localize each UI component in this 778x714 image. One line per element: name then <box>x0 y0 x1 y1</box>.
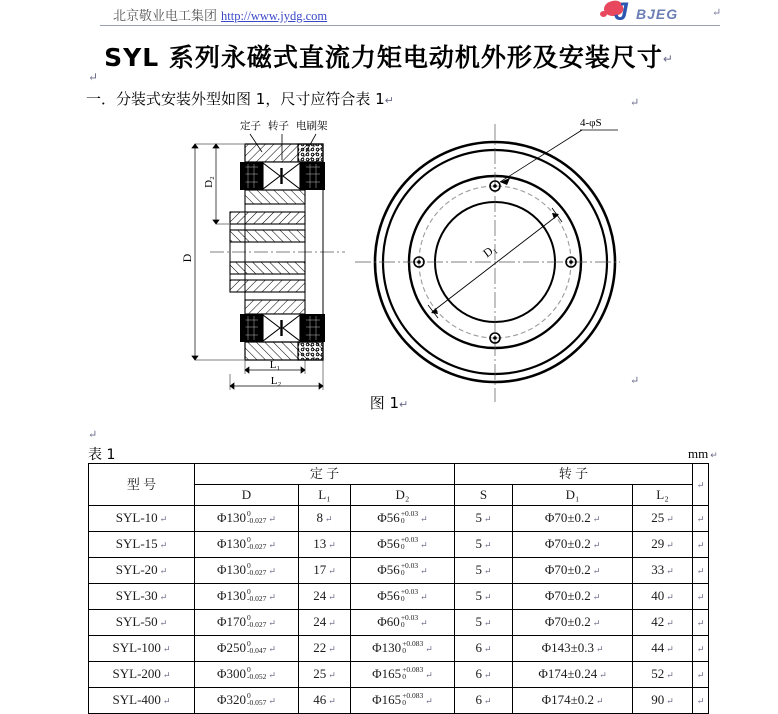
drawing-area-pilcrow-top: ↵ <box>630 97 640 109</box>
cell-D2: Φ56 +0.03 0 ↵ <box>351 532 455 558</box>
magnet-block-left-bottom <box>240 314 262 342</box>
cell-D2: Φ130 +0.083 0 ↵ <box>351 636 455 662</box>
table-row <box>89 558 709 584</box>
header-D2: D₂ <box>351 485 455 506</box>
rotor-band-c <box>230 230 305 242</box>
cell-D1: Φ143±0.3 ↵ <box>513 636 633 662</box>
brush-holder-bottom <box>298 342 323 360</box>
dimension-L1-label: L₁ <box>269 359 281 371</box>
header-company-line <box>113 5 327 24</box>
cell-D: Φ250 0 -0.047 ↵ <box>195 636 299 662</box>
cell-L2: 90 ↵ <box>633 688 693 714</box>
table-unit-text: mm <box>688 446 709 461</box>
cell-S: 6 ↵ <box>455 688 513 714</box>
cell-S: 6 ↵ <box>455 662 513 688</box>
table-unit-label <box>688 446 718 462</box>
dimension-D2 <box>213 144 229 224</box>
cell-S: 5 ↵ <box>455 584 513 610</box>
logo-red-dot-icon <box>600 11 607 17</box>
magnet-block-right-top <box>301 162 325 190</box>
table-row <box>89 662 709 688</box>
magnet-block-left-top <box>240 162 262 190</box>
callout-brush-holder-label: 电刷架 <box>296 120 328 132</box>
rotor-band-b <box>230 212 305 224</box>
cell-model: SYL-15 ↵ <box>89 532 195 558</box>
cell-L1: 46 ↵ <box>299 688 351 714</box>
row-end-pilcrow: ↵ <box>693 558 709 584</box>
cell-D2: Φ165 +0.083 0 ↵ <box>351 662 455 688</box>
page-header <box>0 0 778 30</box>
cell-D: Φ130 0 -0.027 ↵ <box>195 558 299 584</box>
table-group-header-row <box>89 464 709 485</box>
cell-L1: 24 ↵ <box>299 610 351 636</box>
cell-D2: Φ56 +0.03 0 ↵ <box>351 558 455 584</box>
cell-L2: 29 ↵ <box>633 532 693 558</box>
header-model: 型 号 <box>89 464 195 506</box>
cell-D1: Φ70±0.2 ↵ <box>513 506 633 532</box>
cell-L1: 22 ↵ <box>299 636 351 662</box>
figure-caption-pilcrow: ↵ <box>399 398 409 411</box>
cell-D2: Φ60 +0.03 0 ↵ <box>351 610 455 636</box>
table-label: 表 1 <box>88 447 116 463</box>
cell-L1: 13 ↵ <box>299 532 351 558</box>
magnet-block-right-bottom <box>301 314 325 342</box>
row-end-pilcrow: ↵ <box>693 636 709 662</box>
drawing-svg <box>170 112 620 402</box>
cell-S: 6 ↵ <box>455 636 513 662</box>
header-company-name: 北京敬业电工集团 <box>113 8 218 23</box>
cell-model: SYL-100 ↵ <box>89 636 195 662</box>
row-end-pilcrow: ↵ <box>693 610 709 636</box>
table-row <box>89 688 709 714</box>
callout-stator-label: 定子 <box>240 120 261 132</box>
header-website-link[interactable]: http://www.jydg.com <box>221 9 328 23</box>
rotor-band-a <box>245 190 305 204</box>
cell-model: SYL-20 ↵ <box>89 558 195 584</box>
table-row <box>89 636 709 662</box>
dimension-D-label: D <box>180 253 194 263</box>
table-unit-pilcrow: ↵ <box>710 450 718 460</box>
cell-D: Φ300 0 -0.052 ↵ <box>195 662 299 688</box>
cell-L2: 52 ↵ <box>633 662 693 688</box>
blank-line-pilcrow: ↵ <box>88 70 99 84</box>
header-L1: L₁ <box>299 485 351 506</box>
row-end-pilcrow: ↵ <box>693 532 709 558</box>
title-pilcrow: ↵ <box>662 52 674 66</box>
drawing-area-pilcrow-bottom: ↵ <box>630 375 640 387</box>
cell-D1: Φ70±0.2 ↵ <box>513 532 633 558</box>
dimension-D2-label: D₂ <box>203 176 215 188</box>
cell-L1: 17 ↵ <box>299 558 351 584</box>
header-pilcrow: ↵ <box>712 7 722 19</box>
header-stator-group: 定 子 <box>195 464 455 485</box>
callout-rotor-label: 转子 <box>268 120 289 132</box>
cell-S: 5 ↵ <box>455 532 513 558</box>
specifications-table <box>88 463 709 714</box>
row-end-pilcrow: ↵ <box>693 506 709 532</box>
cell-S: 5 ↵ <box>455 558 513 584</box>
technical-drawing-figure-1 <box>170 112 620 402</box>
cell-D: Φ320 0 -0.057 ↵ <box>195 688 299 714</box>
holes-callout-label: 4-φS <box>580 117 602 129</box>
cell-D1: Φ174±0.24 ↵ <box>513 662 633 688</box>
dimension-D1-label: D₁ <box>480 241 499 261</box>
row-end-pilcrow: ↵ <box>693 662 709 688</box>
figure-caption <box>0 392 778 413</box>
section-paragraph-1 <box>86 88 394 109</box>
cell-S: 5 ↵ <box>455 506 513 532</box>
cell-D: Φ130 0 -0.027 ↵ <box>195 584 299 610</box>
cell-D1: Φ70±0.2 ↵ <box>513 610 633 636</box>
row-end-pilcrow: ↵ <box>693 464 709 506</box>
table-row <box>89 532 709 558</box>
brush-holder-top <box>298 144 323 162</box>
table-row <box>89 610 709 636</box>
cell-L2: 33 ↵ <box>633 558 693 584</box>
section-paragraph-1-text: 一．分装式安装外型如图 1，尺寸应符合表 1 <box>86 90 385 108</box>
table-row <box>89 506 709 532</box>
section-paragraph-1-pilcrow: ↵ <box>384 94 394 107</box>
front-view <box>355 117 620 402</box>
cell-L2: 40 ↵ <box>633 584 693 610</box>
table-area-pilcrow: ↵ <box>88 429 98 441</box>
cell-D: Φ170 0 -0.027 ↵ <box>195 610 299 636</box>
header-L2: L₂ <box>633 485 693 506</box>
row-end-pilcrow: ↵ <box>693 584 709 610</box>
header-D: D <box>195 485 299 506</box>
logo-wordmark: BJEG <box>636 6 679 22</box>
rotor-band-a-mirror <box>245 300 305 314</box>
cell-model: SYL-50 ↵ <box>89 610 195 636</box>
cell-L1: 24 ↵ <box>299 584 351 610</box>
dimension-L2-label: L₂ <box>270 375 282 387</box>
cell-D2: Φ56 +0.03 0 ↵ <box>351 584 455 610</box>
page-title-text: SYL 系列永磁式直流力矩电动机外形及安装尺寸 <box>104 43 663 72</box>
row-end-pilcrow: ↵ <box>693 688 709 714</box>
cell-model: SYL-10 ↵ <box>89 506 195 532</box>
header-rotor-group: 转 子 <box>455 464 693 485</box>
cell-model: SYL-200 ↵ <box>89 662 195 688</box>
cell-D: Φ130 0 -0.027 ↵ <box>195 532 299 558</box>
cell-L2: 44 ↵ <box>633 636 693 662</box>
figure-caption-text: 图 1 <box>369 394 400 412</box>
cell-L2: 25 ↵ <box>633 506 693 532</box>
cell-model: SYL-400 ↵ <box>89 688 195 714</box>
cell-D2: Φ165 +0.083 0 ↵ <box>351 688 455 714</box>
holes-callout-leader <box>500 130 618 185</box>
section-view <box>180 119 345 390</box>
cell-model: SYL-30 ↵ <box>89 584 195 610</box>
header-S: S <box>455 485 513 506</box>
logo-letter-j: J <box>614 0 628 26</box>
cell-D: Φ130 0 -0.027 ↵ <box>195 506 299 532</box>
company-logo <box>600 0 715 26</box>
cell-L1: 8 ↵ <box>299 506 351 532</box>
cell-D1: Φ70±0.2 ↵ <box>513 558 633 584</box>
cell-L1: 25 ↵ <box>299 662 351 688</box>
header-D1: D₁ <box>513 485 633 506</box>
cell-D2: Φ56 +0.03 0 ↵ <box>351 506 455 532</box>
rotor-band-b-mirror <box>230 280 305 292</box>
cell-D1: Φ174±0.2 ↵ <box>513 688 633 714</box>
cell-L2: 42 ↵ <box>633 610 693 636</box>
cell-D1: Φ70±0.2 ↵ <box>513 584 633 610</box>
rotor-band-c-mirror <box>230 262 305 274</box>
table-row <box>89 584 709 610</box>
cell-S: 5 ↵ <box>455 610 513 636</box>
page-title <box>0 38 778 74</box>
